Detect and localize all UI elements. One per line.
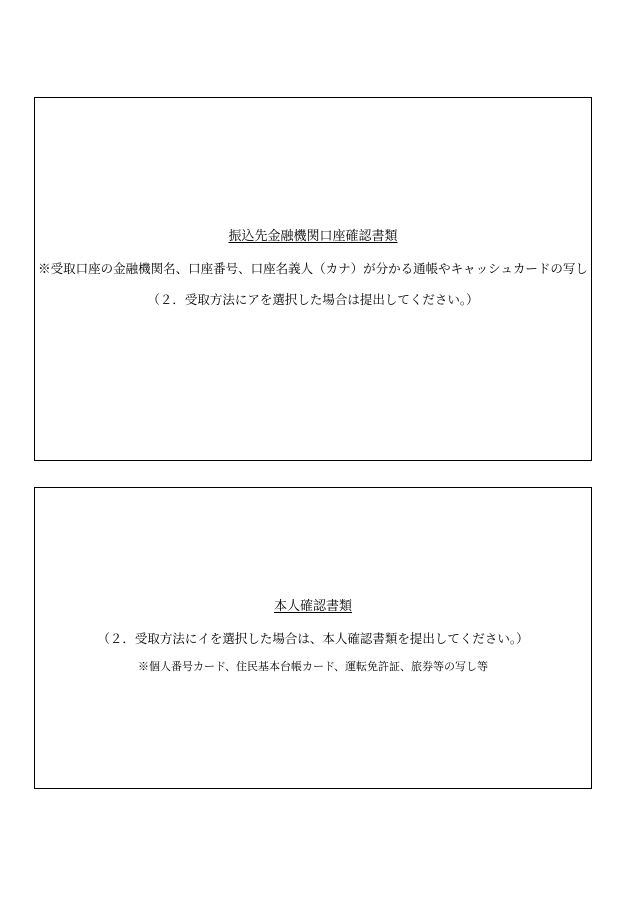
identity-document-note: ※個人番号カード、住民基本台帳カード、運転免許証、旅券等の写し等 xyxy=(137,660,489,673)
bank-account-document-box xyxy=(34,97,592,461)
identity-document-title: 本人確認書類 xyxy=(273,599,352,614)
bank-account-document-note: ※受取口座の金融機関名、口座番号、口座名義人（カナ）が分かる通帳やキャッシュカードの写し xyxy=(38,261,588,276)
identity-document-instruction: （２．受取方法にイを選択した場合は、本人確認書類を提出してください。） xyxy=(97,631,529,646)
bank-account-document-instruction: （２．受取方法にアを選択した場合は提出してください。） xyxy=(147,292,479,307)
identity-document-content xyxy=(35,598,591,675)
bank-account-document-content xyxy=(35,228,591,308)
identity-document-box xyxy=(34,487,592,789)
bank-account-document-title: 振込先金融機関口座確認書類 xyxy=(228,229,398,244)
